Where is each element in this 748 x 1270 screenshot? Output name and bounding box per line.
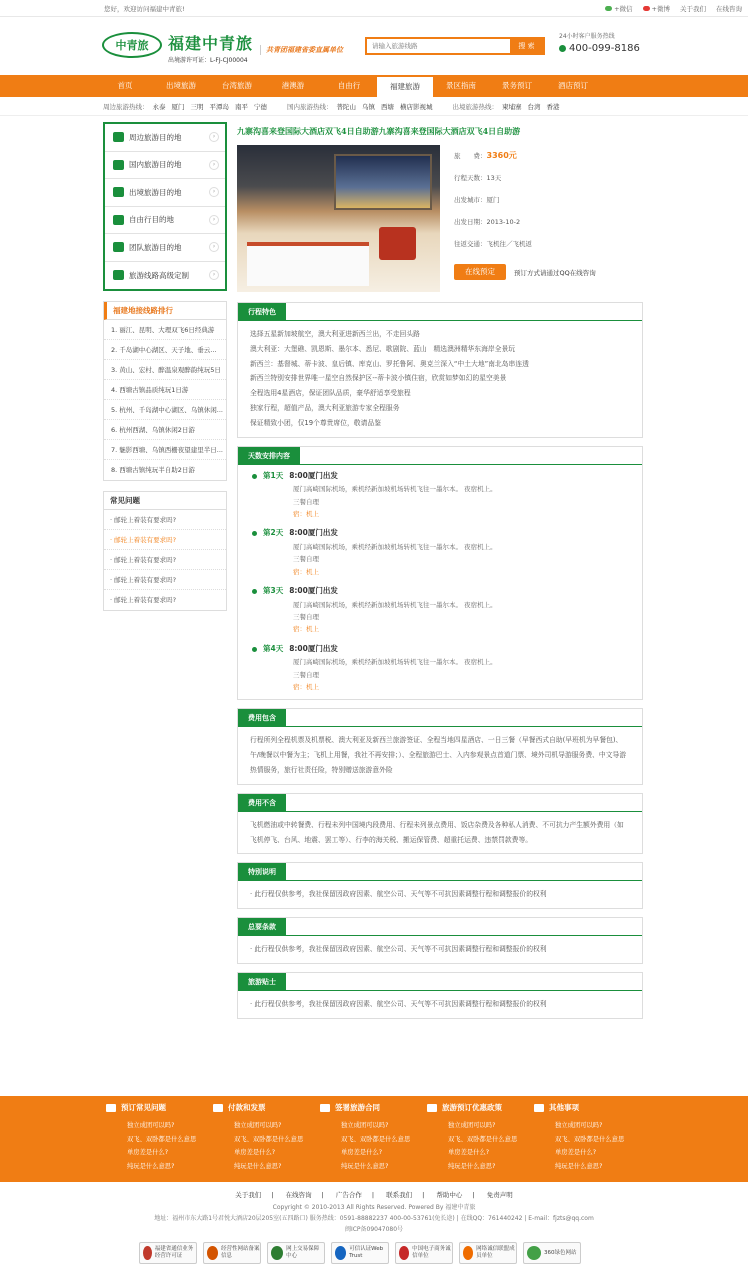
- license-text: 出境游许可证：L-FJ-CJ00004: [168, 57, 248, 64]
- feature-line: 保证精致小团，仅19个尊贵席位，敬请品鉴: [250, 418, 381, 427]
- logo[interactable]: 中青旅: [102, 32, 162, 58]
- ticket-icon: [113, 215, 124, 225]
- doc-icon: [213, 1104, 223, 1112]
- faq-title: 常见问题: [104, 492, 226, 510]
- phone-icon: [559, 45, 566, 52]
- special-text: · 此行程仅供参考，我社保留因政府因素、航空公司、天气等不可抗因素调整行程和调整报价的权利: [250, 890, 547, 899]
- hotline-group-domestic: 国内旅游热线： 普陀山 乌镇 西塘 横店影视城: [287, 102, 433, 111]
- footer-link[interactable]: 单房差是什么?: [555, 1149, 597, 1156]
- badge-webtrust[interactable]: 可信认证Web Trust: [331, 1242, 389, 1264]
- ranking-item[interactable]: 2. 千岛湖中心湖区、天子地、垂云...: [104, 340, 226, 360]
- book-online-button[interactable]: 在线预定: [454, 264, 506, 280]
- ranking-item[interactable]: 5. 杭州、千岛湖中心湖区、乌镇休闲...: [104, 400, 226, 420]
- ranking-item[interactable]: 3. 黄山、宏村、醉温泉观醉韵纯玩5日: [104, 360, 226, 380]
- doc-icon: [427, 1104, 437, 1112]
- ranking-item[interactable]: 6. 杭州西湖、乌镇休闲2日游: [104, 420, 226, 440]
- ranking-title: 福建地接线路排行: [104, 302, 226, 320]
- book-tip: 预订方式请通过QQ在线咨询: [514, 269, 596, 277]
- group-icon: [113, 242, 124, 252]
- footer-link[interactable]: 双飞、双卧都是什么意思: [234, 1135, 304, 1143]
- nav-taiwan[interactable]: 台湾旅游: [222, 81, 252, 90]
- hot-lines-bar: [0, 97, 748, 116]
- footer-link[interactable]: 独立成团可以吗?: [341, 1122, 389, 1129]
- footer-link[interactable]: 纯玩是什么意思?: [555, 1162, 603, 1170]
- terms-text: · 此行程仅供参考，我社保留因政府因素、航空公司、天气等不可抗因素调整行程和调整报价的权利: [250, 945, 547, 954]
- address: 地址：福州市东大路1号君悦大酒店20层205室(五四路口) 服务热线：0591-88882237 400-00-53761(免长途) | 在线QQ：761440242 | E-mail：fjzts@qq.com: [154, 1215, 594, 1222]
- section-title: 旅游贴士: [238, 973, 286, 991]
- hotline-link[interactable]: 永泰: [152, 102, 166, 111]
- include-text: 行程所列全程机票及机票税、澳大利亚及新西兰旅游签证、全程当地四星酒店、一日三餐（早餐西式自助(早班机为早餐包)、午/晚餐以中餐为主；飞机上用餐，我社不再安排；）、全程旅游巴士、入内参观景点首道门票、境外司机导游服务费、中文导游热情服务，旅行社责任险，特别赠送旅游意外险: [250, 736, 627, 774]
- ranking-item[interactable]: 7. 魅影西塘、乌镇西栅夜望建里半日...: [104, 440, 226, 460]
- faq-item[interactable]: · 邮轮上着装有要求吗?: [104, 510, 226, 530]
- car-icon: [113, 132, 124, 142]
- faq-item[interactable]: · 邮轮上着装有要求吗?: [110, 596, 177, 604]
- hotline-group-outbound: 出境旅游热线： 柬埔寨 台湾 香港: [452, 102, 560, 111]
- shield-icon: [207, 1246, 218, 1260]
- faq-item[interactable]: · 邮轮上着装有要求吗?: [104, 550, 226, 570]
- shield-icon: [271, 1246, 283, 1260]
- check-icon: [335, 1246, 346, 1260]
- nav-outbound[interactable]: 出境旅游: [166, 81, 196, 90]
- hotline-link[interactable]: 西塘: [381, 102, 394, 111]
- dest-item-nearby[interactable]: 周边旅游目的地 ›: [105, 124, 225, 152]
- brand-name: 福建中青旅: [168, 34, 254, 53]
- footer-links: 关于我们 | 在线咨询 | 广告合作 | 联系我们 | 帮助中心 | 免责声明: [235, 1191, 513, 1199]
- footer-link[interactable]: 单房差是什么?: [127, 1149, 169, 1156]
- nav-home[interactable]: 首页: [117, 81, 133, 90]
- feature-line: 全程选用4星酒店，保证团队品质，豪华舒适享受旅程: [250, 389, 411, 398]
- product-photo: [237, 145, 440, 292]
- section-schedule: [237, 446, 643, 701]
- nav-hotel[interactable]: 酒店预订: [558, 81, 588, 90]
- weibo-link[interactable]: +微博: [643, 4, 670, 13]
- trust-badges: [139, 1242, 581, 1264]
- dest-item-domestic[interactable]: 国内旅游目的地 ›: [105, 152, 225, 180]
- badge-integrity[interactable]: 网络诚信联盟成员单位: [459, 1242, 517, 1264]
- section-tips: [237, 972, 643, 1019]
- faq-box: [103, 491, 227, 611]
- globe-icon: [113, 187, 124, 197]
- nav-hkmacau[interactable]: 港澳游: [281, 81, 305, 90]
- hotline-link[interactable]: 厦门: [171, 102, 185, 111]
- product-info: [454, 145, 643, 255]
- brand: [168, 31, 253, 64]
- seal-icon: [463, 1246, 473, 1260]
- dest-item-custom[interactable]: 旅游线路高级定制 ›: [105, 262, 225, 290]
- hotline-group-nearby: 周边旅游热线： 永泰 厦门 三明 平潭岛 南平 宁德: [103, 102, 267, 111]
- section-title: 费用包含: [238, 709, 286, 727]
- footer-consult-link[interactable]: 在线咨询: [285, 1191, 312, 1199]
- chevron-right-icon: ›: [209, 187, 219, 197]
- section-title: 总要条款: [238, 918, 286, 936]
- seal-icon: [143, 1246, 152, 1260]
- section-title: 天数安排内容: [238, 447, 300, 465]
- sidebar: [103, 122, 227, 611]
- consult-link[interactable]: 在线咨询: [716, 4, 742, 13]
- footer-link[interactable]: 单房差是什么?: [448, 1149, 490, 1156]
- footer-link[interactable]: 纯玩是什么意思?: [341, 1162, 389, 1170]
- hotline-link[interactable]: 横店影视城: [400, 102, 433, 111]
- ranking-item[interactable]: 1. 丽江、昆明、大理双飞6日经典游: [104, 320, 226, 340]
- ranking-item[interactable]: 8. 西塘古镇纯玩半自助2日游: [111, 466, 195, 474]
- doc-icon: [534, 1104, 544, 1112]
- nav-fujian[interactable]: 福建旅游: [377, 75, 433, 97]
- footer-link[interactable]: 独立成团可以吗?: [448, 1122, 496, 1129]
- welcome-text: 您好，欢迎访问福建中青旅!: [104, 4, 185, 13]
- slogan: 共青团福建省委直属单位: [260, 45, 343, 55]
- footer-col: 预订常见问题 独立成团可以吗? 双飞、双卧都是什么意思 单房差是什么? 纯玩是什么意思?: [106, 1096, 213, 1173]
- city-row: 出发城市：厦门: [454, 196, 500, 204]
- footer-link[interactable]: 独立成团可以吗?: [234, 1122, 282, 1129]
- chevron-right-icon: ›: [209, 242, 219, 252]
- badge-360[interactable]: 360绿色网站: [523, 1242, 581, 1264]
- pencil-icon: [113, 270, 124, 280]
- hotline-link[interactable]: 普陀山: [336, 102, 356, 111]
- footer-disclaimer-link[interactable]: 免责声明: [486, 1191, 513, 1199]
- main-nav: [0, 75, 748, 97]
- dest-item-freetour[interactable]: 自由行目的地 ›: [105, 207, 225, 235]
- footer-link[interactable]: 独立成团可以吗?: [127, 1122, 175, 1129]
- footer-about-link[interactable]: 关于我们: [235, 1191, 262, 1199]
- chevron-right-icon: ›: [209, 160, 219, 170]
- top-bar: [0, 0, 748, 17]
- feature-line: 新西兰：基督城、蒂卡波、皇后镇、库克山、罗托鲁阿、奥克兰深入“中土大地”南北岛串连透: [250, 359, 529, 368]
- wechat-icon: [605, 6, 612, 11]
- footer-link[interactable]: 双飞、双卧都是什么意思: [341, 1135, 411, 1143]
- nav-scenic[interactable]: 景区指南: [446, 81, 476, 90]
- timeline-dot: [252, 474, 257, 479]
- footer-col: 付款和发票 独立成团可以吗? 双飞、双卧都是什么意思 单房差是什么? 纯玩是什么意思?: [213, 1096, 320, 1173]
- hotline-link[interactable]: 平潭岛: [209, 102, 229, 111]
- footer-link[interactable]: 单房差是什么?: [234, 1149, 276, 1156]
- wechat-link[interactable]: +微信: [605, 4, 632, 13]
- feature-line: 独家行程，超值产品，澳大利亚旅游专家全程服务: [250, 403, 400, 412]
- photo-window: [334, 154, 431, 210]
- day-item: 第4天 8:00厦门出发 厦门高崎国际机场，乘机经新加坡机场转机飞往一墨尔本。 夜宿机上。 三餐自理 宿：机上: [238, 642, 642, 694]
- timeline-dot: [252, 531, 257, 536]
- dest-item-group[interactable]: 团队旅游目的地 ›: [105, 234, 225, 262]
- footer-contact-link[interactable]: 联系我们: [386, 1191, 413, 1199]
- nav-booking[interactable]: 景务预订: [502, 81, 532, 90]
- search-input[interactable]: [367, 39, 510, 53]
- exclude-text: 飞机燃油或中转餐费、行程未列中国境内段费用、行程未列景点费用、饭店杂费及各种私人消费、不可抗力产生额外费用（如飞机停飞、台风、地震、罢工等）、行李的海关税、搬运保管费、超重托运费、违禁罚款费等。: [250, 820, 624, 844]
- days-row: 行程天数：13天: [454, 174, 502, 182]
- hotline: [559, 31, 640, 54]
- footer-link[interactable]: 双飞、双卧都是什么意思: [127, 1135, 197, 1143]
- product-title: 九寨沟喜来登国际大酒店双飞4日自助游九寨沟喜来登国际大酒店双飞4日自助游: [237, 126, 521, 136]
- footer-col: 旅游预订优惠政策 独立成团可以吗? 双飞、双卧都是什么意思 单房差是什么? 纯玩是什么意思?: [427, 1096, 534, 1173]
- price-row: 旅 费：3360元: [454, 151, 517, 160]
- price-value: 3360元: [486, 151, 517, 160]
- tips-text: · 此行程仅供参考，我社保留因政府因素、航空公司、天气等不可抗因素调整行程和调整报价的权利: [250, 999, 547, 1008]
- faq-item[interactable]: · 邮轮上着装有要求吗?: [104, 530, 226, 550]
- section-terms: [237, 917, 643, 964]
- chevron-right-icon: ›: [209, 215, 219, 225]
- hotline-link[interactable]: 宁德: [254, 102, 267, 111]
- footer-link[interactable]: 独立成团可以吗?: [555, 1122, 603, 1129]
- icp-number[interactable]: 闽ICP备09047080号: [344, 1226, 404, 1233]
- photo-bed: [247, 242, 369, 286]
- timeline-dot: [252, 647, 257, 652]
- ranking-box: [103, 301, 227, 481]
- transport-row: 往返交通：飞机往／飞机返: [454, 240, 532, 248]
- section-title: 特别说明: [238, 863, 286, 881]
- footer-link[interactable]: 纯玩是什么意思?: [127, 1162, 175, 1170]
- search-button[interactable]: 搜 索: [510, 39, 543, 53]
- day-item: 第1天 8:00厦门出发 厦门高崎国际机场，乘机经新加坡机场转机飞往一墨尔本。 夜宿机上。 三餐自理 宿：机上: [238, 469, 642, 521]
- header: [0, 17, 748, 75]
- hotline-title: 24小时客户服务热线: [559, 33, 615, 40]
- seal-icon: [399, 1246, 409, 1260]
- badge-ecommerce[interactable]: 中国电子商务诚信单位: [395, 1242, 453, 1264]
- section-exclude: [237, 793, 643, 855]
- footer-help: [0, 1096, 748, 1182]
- day-item: 第3天 8:00厦门出发 厦门高崎国际机场，乘机经新加坡机场转机飞往一墨尔本。 夜宿机上。 三餐自理 宿：机上: [238, 584, 642, 636]
- badge-record[interactable]: 经营性网站备案信息: [203, 1242, 261, 1264]
- footer-link[interactable]: 单房差是什么?: [341, 1149, 383, 1156]
- hotline-link[interactable]: 香港: [546, 102, 560, 111]
- chevron-right-icon: ›: [209, 132, 219, 142]
- chevron-right-icon: ›: [209, 270, 219, 280]
- section-title: 行程特色: [238, 303, 286, 321]
- footer-ads-link[interactable]: 广告合作: [335, 1191, 362, 1199]
- footer-link[interactable]: 双飞、双卧都是什么意思: [448, 1135, 518, 1143]
- doc-icon: [106, 1104, 116, 1112]
- section-title: 费用不含: [238, 794, 286, 812]
- weibo-icon: [643, 6, 650, 11]
- feature-line: 新西兰特别安排世界唯一星空自然保护区--蒂卡波小镇住宿，欣赏如梦如幻的星空美景: [250, 374, 507, 383]
- footer-bottom: [0, 1188, 748, 1235]
- date-row: 出发日期：2013-10-2: [454, 218, 521, 226]
- footer-col: 其他事项 独立成团可以吗? 双飞、双卧都是什么意思 单房差是什么? 纯玩是什么意思?: [534, 1096, 641, 1173]
- day-item: 第2天 8:00厦门出发 厦门高崎国际机场，乘机经新加坡机场转机飞往一墨尔本。 夜宿机上。 三餐自理 宿：机上: [238, 526, 642, 578]
- destination-menu: [103, 122, 227, 291]
- footer-link[interactable]: 纯玩是什么意思?: [234, 1162, 282, 1170]
- hotline-link[interactable]: 柬埔寨: [502, 102, 522, 111]
- doc-icon: [320, 1104, 330, 1112]
- copyright: Copyright © 2010-2013 All Rights Reserved. Powered By 福建中青旅: [272, 1204, 476, 1211]
- footer-help-link[interactable]: 帮助中心: [436, 1191, 463, 1199]
- photo-chair: [379, 227, 416, 259]
- footer-link[interactable]: 纯玩是什么意思?: [448, 1162, 496, 1170]
- hotline-link[interactable]: 三明: [190, 102, 204, 111]
- product-summary: [237, 122, 643, 302]
- timeline-dot: [252, 589, 257, 594]
- footer-link[interactable]: 双飞、双卧都是什么意思: [555, 1135, 625, 1143]
- dest-item-outbound[interactable]: 出境旅游目的地 ›: [105, 179, 225, 207]
- ranking-item[interactable]: 4. 西塘古镇品质纯玩1日游: [104, 380, 226, 400]
- check-icon: [527, 1246, 541, 1260]
- faq-item[interactable]: · 邮轮上着装有要求吗?: [104, 570, 226, 590]
- search-box: [365, 37, 545, 55]
- hotline-link[interactable]: 台湾: [527, 102, 541, 111]
- feature-line: 澳大利亚：大堡礁、凯恩斯、墨尔本、悉尼、歌剧院、蓝山 精选澳洲精华东海岸全景玩: [250, 344, 516, 353]
- nav-freetour[interactable]: 自由行: [337, 81, 361, 90]
- section-include: [237, 708, 643, 784]
- hotline-link[interactable]: 乌镇: [362, 102, 375, 111]
- badge-trade[interactable]: 网上交易保障中心: [267, 1242, 325, 1264]
- section-special: [237, 862, 643, 909]
- footer-col: 签署旅游合同 独立成团可以吗? 双飞、双卧都是什么意思 单房差是什么? 纯玩是什么意思?: [320, 1096, 427, 1173]
- hotline-link[interactable]: 南平: [235, 102, 248, 111]
- map-icon: [113, 160, 124, 170]
- badge-telecom[interactable]: 福建省通信业务经营许可证: [139, 1242, 197, 1264]
- section-features: [237, 302, 643, 438]
- main-content: [237, 122, 643, 1027]
- about-link[interactable]: 关于我们: [680, 4, 706, 13]
- hotline-number: 400-099-8186: [569, 43, 640, 54]
- feature-line: 选择五星新加坡航空，澳大利亚进新西兰出，不走回头路: [250, 330, 420, 338]
